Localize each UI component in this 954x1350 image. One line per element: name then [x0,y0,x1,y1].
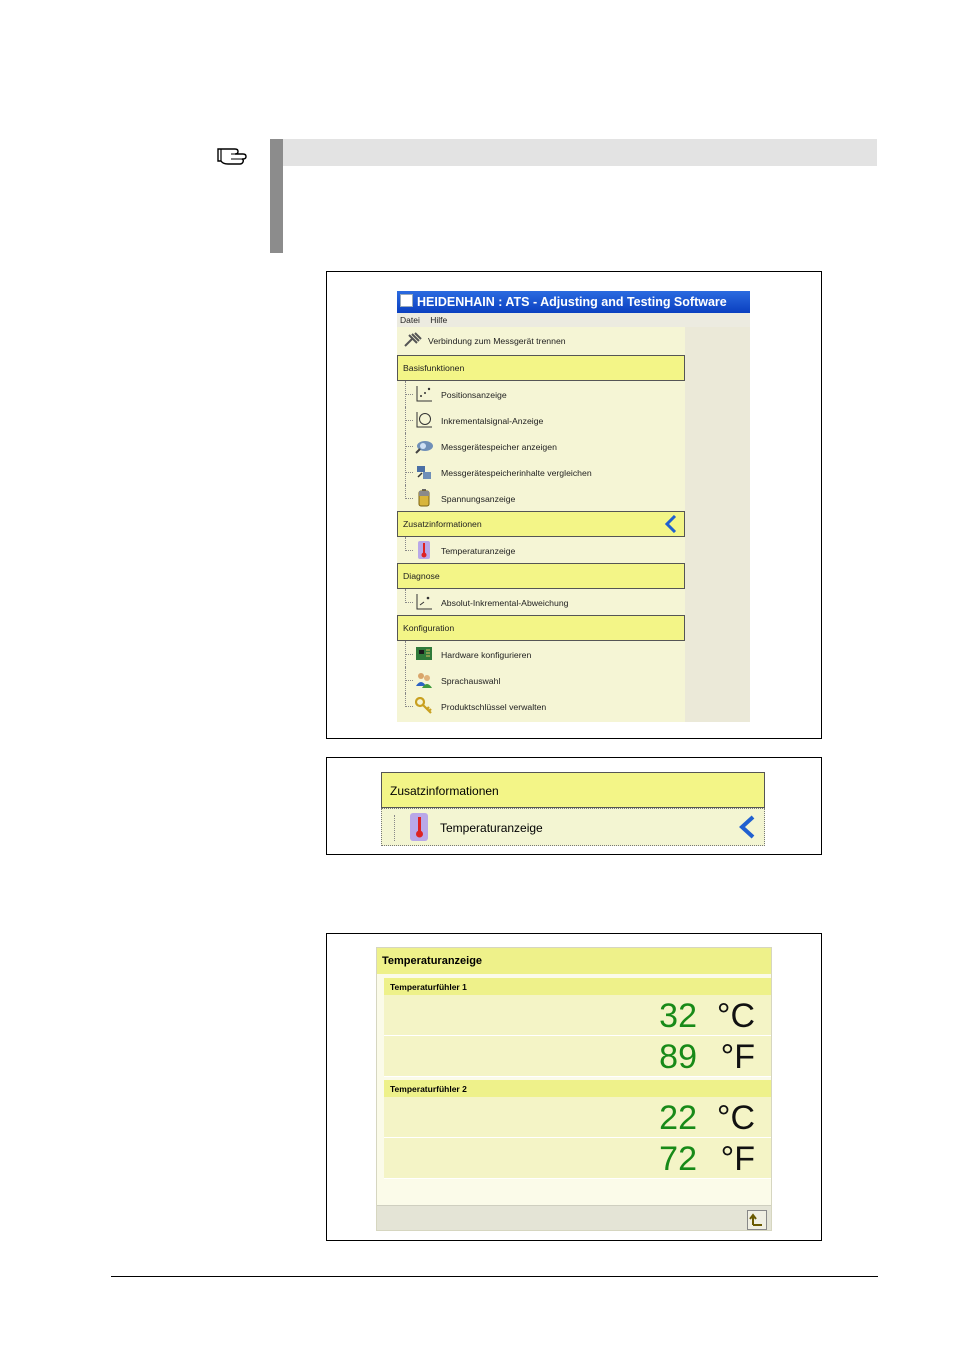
section-konfiguration[interactable] [397,615,685,641]
temperature-unit: °F [720,1140,755,1178]
tree-line [394,815,396,841]
note-header [283,139,877,166]
tree-branch [405,602,413,604]
disconnect-item[interactable] [397,327,685,353]
tree-branch [405,654,413,656]
menu-datei[interactable]: Datei [400,315,420,325]
temperature-title: Temperaturanzeige [382,955,483,967]
nav-item-temperaturanzeige[interactable] [397,537,685,563]
disconnect-label: Verbindung zum Messgerät trennen [428,336,566,346]
nav-label: Positionsanzeige [441,390,507,400]
key-icon [415,697,433,715]
nav-label: Produktschlüssel verwalten [441,702,547,712]
section-label: Konfiguration [403,623,455,633]
content-area [685,327,750,722]
tree-branch [405,446,413,448]
nav-item-spannungsanzeige[interactable] [397,485,685,511]
sensor-1-header [384,978,771,995]
circuit-board-icon [415,645,433,663]
tree-line [405,589,407,603]
tree-branch [405,498,413,500]
position-chart-icon [415,385,433,403]
section-diagnose[interactable] [397,563,685,589]
chevron-left-icon[interactable] [664,515,678,533]
plug-icon [403,331,423,349]
temperature-window [376,947,772,1231]
nav-label: Messgerätespeicher anzeigen [441,442,557,452]
section-label: Zusatzinformationen [403,519,482,529]
people-icon [415,671,433,689]
temperature-unit: °F [720,1038,755,1076]
thermometer-icon [408,813,430,841]
tree-line [405,693,407,707]
ats-app-window [397,291,750,722]
sensor-2-fahrenheit-row [384,1138,771,1179]
section-basisfunktionen[interactable] [397,355,685,381]
tree-line [405,537,407,551]
return-arrow-icon [748,1211,766,1229]
temperature-value: 22 [659,1099,697,1137]
sensor-2-celsius-row [384,1097,771,1138]
sensor-1-celsius-row [384,995,771,1036]
nav-item-hardware[interactable] [397,641,685,667]
temperature-unit: °C [716,997,755,1035]
menu-hilfe[interactable]: Hilfe [430,315,448,325]
nav-label: Temperaturanzeige [441,546,516,556]
section-label: Zusatzinformationen [390,784,499,798]
nav-label: Temperaturanzeige [440,821,543,835]
app-icon [400,294,413,307]
memory-compare-icon [415,463,433,481]
tree-branch [405,420,413,422]
nav-label: Inkrementalsignal-Anzeige [441,416,544,426]
temperature-value: 72 [659,1140,697,1178]
tree-branch [405,472,413,474]
nav-label: Messgerätespeicherinhalte vergleichen [441,468,592,478]
title-bar [397,291,750,313]
sensor-label: Temperaturfühler 1 [390,982,467,992]
nav-item-positionsanzeige[interactable] [397,381,685,407]
temperature-unit: °C [716,1099,755,1137]
tree-branch [405,680,413,682]
note-bar [270,139,283,253]
sensor-label: Temperaturfühler 2 [390,1084,467,1094]
section-zusatzinformationen-zoom[interactable] [381,772,765,808]
nav-item-abweichung[interactable] [397,589,685,615]
tree-line [405,485,407,499]
temperature-footer [377,1205,771,1231]
nav-label: Hardware konfigurieren [441,650,532,660]
nav-label: Spannungsanzeige [441,494,516,504]
section-label: Diagnose [403,571,440,581]
footer-rule [111,1276,878,1277]
sensor-1-fahrenheit-row [384,1036,771,1077]
chevron-left-icon[interactable] [738,815,756,839]
temperature-value: 89 [659,1038,697,1076]
section-zusatzinformationen[interactable] [397,511,685,537]
nav-item-inkrementalsignal[interactable] [397,407,685,433]
nav-item-speicher-vergleichen[interactable] [397,459,685,485]
tree-branch [405,394,413,396]
deviation-chart-icon [415,593,433,611]
nav-item-speicher-anzeigen[interactable] [397,433,685,459]
memory-view-icon [415,437,433,455]
pointing-hand-icon [215,140,251,166]
battery-icon [415,489,433,507]
nav-label: Absolut-Inkremental-Abweichung [441,598,569,608]
tree-branch [405,550,413,552]
thermometer-icon [415,541,433,559]
nav-item-produktschluessel[interactable] [397,693,685,719]
sensor-2-header [384,1080,771,1097]
lissajous-icon [415,411,433,429]
tree-branch [405,706,413,708]
section-label: Basisfunktionen [403,363,465,373]
nav-label: Sprachauswahl [441,676,501,686]
navigation-panel [397,327,685,722]
menu-bar [397,313,750,327]
window-title: HEIDENHAIN : ATS - Adjusting and Testing Software [417,295,727,309]
back-button[interactable] [747,1210,767,1230]
nav-item-sprachauswahl[interactable] [397,667,685,693]
nav-item-temperaturanzeige-zoom[interactable] [381,808,765,846]
temperature-value: 32 [659,997,697,1035]
temperature-header [377,948,771,974]
